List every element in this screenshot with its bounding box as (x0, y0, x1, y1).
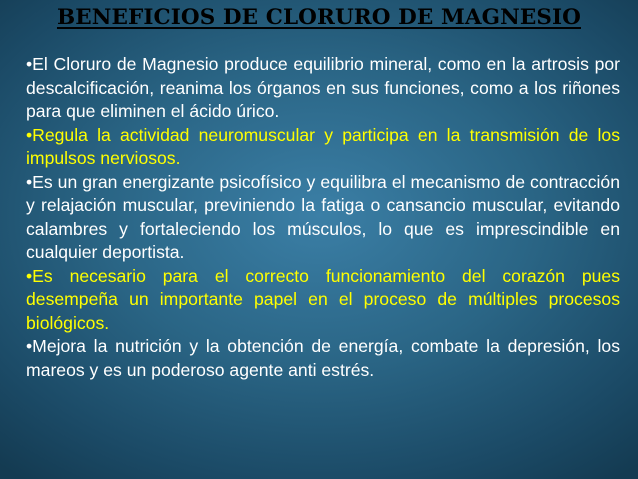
benefit-paragraph-energizer: •Es un gran energizante psicofísico y equilibra el mecanismo de contracción y relajación muscular, previniendo la fatiga o cansancio muscular, evitando calambres y fortaleciendo los músculos, lo que es imprescindible en cualquier deportista. (26, 171, 620, 262)
benefit-paragraph-mineral-balance: •El Cloruro de Magnesio produce equilibrio mineral, como en la artrosis por descalcificación, reanima los órganos en sus funciones, como a los riñones para que eliminen el ácido úrico. (26, 54, 620, 121)
slide-title: BENEFICIOS DE CLORURO DE MAGNESIO (56, 5, 581, 30)
benefit-paragraph-nutrition: •Mejora la nutrición y la obtención de energía, combate la depresión, los mareos y es un poderoso agente anti estrés. (26, 336, 620, 380)
benefit-paragraph-neuromuscular: •Regula la actividad neuromuscular y participa en la transmisión de los impulsos nerviosos. (26, 124, 620, 168)
benefit-paragraph-heart: •Es necesario para el correcto funcionamiento del corazón pues desempeña un importante papel en el proceso de múltiples procesos biológicos. (26, 265, 620, 333)
slide-body (26, 53, 620, 382)
